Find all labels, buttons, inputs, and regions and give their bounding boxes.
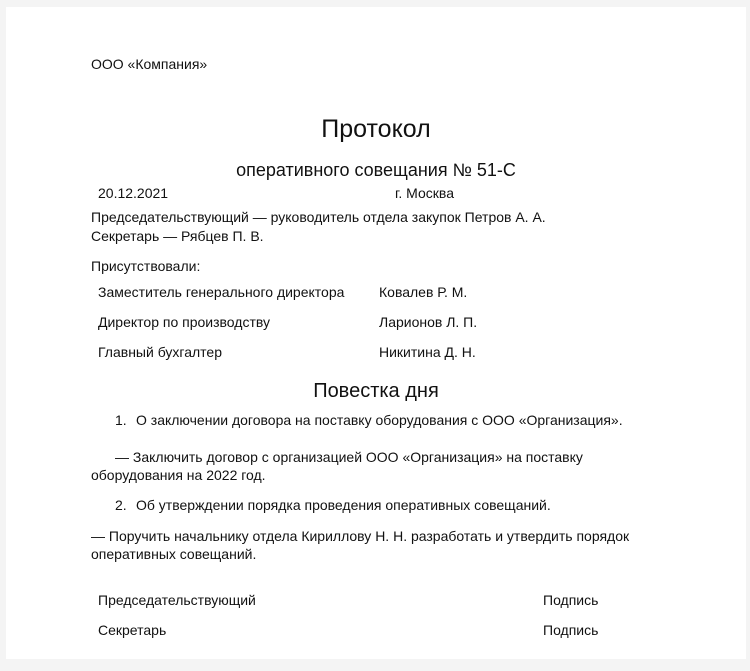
signature-label: Подпись — [543, 592, 599, 608]
secretary-line: Секретарь — Рябцев П. В. — [91, 228, 264, 244]
meeting-city: г. Москва — [395, 185, 454, 201]
agenda-item-text: Об утверждении порядка проведения оперативных совещаний. — [136, 497, 551, 513]
meeting-date: 20.12.2021 — [98, 185, 169, 201]
agenda-item — [115, 411, 623, 429]
attendee-position: Главный бухгалтер — [98, 344, 222, 360]
agenda-decision: — Поручить начальнику отдела Кириллову Н. Н. разработать и утвердить порядок — [91, 528, 630, 544]
agenda-item-number: 1. — [115, 412, 127, 428]
attendee-name: Ковалев Р. М. — [379, 284, 468, 300]
document-title: Протокол — [321, 115, 431, 143]
agenda-title: Повестка дня — [313, 380, 439, 402]
attendee-position: Директор по производству — [98, 314, 270, 330]
attendee-position: Заместитель генерального директора — [98, 284, 345, 300]
agenda-item-number: 2. — [115, 497, 127, 513]
document-subtitle: оперативного совещания № 51-С — [236, 160, 516, 180]
attendee-name: Никитина Д. Н. — [379, 344, 476, 360]
present-label: Присутствовали: — [91, 258, 201, 274]
agenda-decision: — Заключить договор с организацией ООО «Организация» на поставку — [115, 449, 583, 465]
signature-role: Секретарь — [98, 622, 167, 638]
signature-role: Председательствующий — [98, 592, 256, 608]
chairperson-line: Председательствующий — руководитель отдела закупок Петров А. А. — [91, 209, 546, 225]
agenda-decision-cont: оперативных совещаний. — [91, 546, 257, 562]
agenda-item — [115, 496, 551, 514]
company-name: ООО «Компания» — [91, 56, 208, 72]
signature-label: Подпись — [543, 622, 599, 638]
agenda-item-text: О заключении договора на поставку оборудования с ООО «Организация». — [136, 412, 623, 428]
attendee-name: Ларионов Л. П. — [379, 314, 478, 330]
document-page — [6, 7, 746, 659]
agenda-decision-cont: оборудования на 2022 год. — [91, 467, 266, 483]
